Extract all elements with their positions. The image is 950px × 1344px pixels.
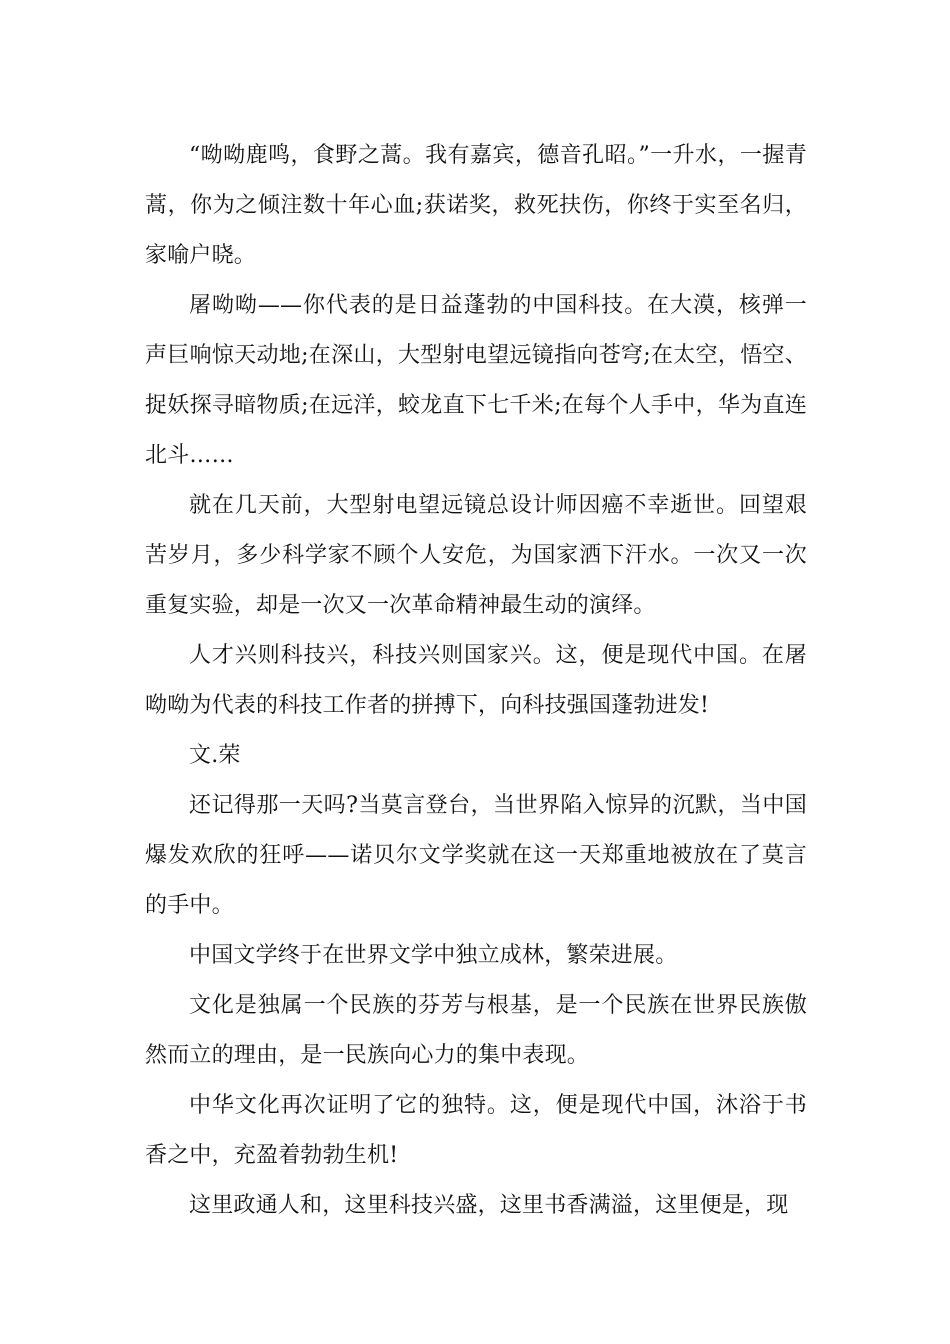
paragraph-7: 文化是独属一个民族的芬芳与根基，是一个民族在世界民族傲然而立的理由，是一民族向心力的集中表现。 [145, 993, 807, 1068]
paragraph-6: 中国文学终于在世界文学中独立成林，繁荣进展。 [189, 943, 678, 968]
paragraph-1: “呦呦鹿鸣，食野之蒿。我有嘉宾，德音孔昭。”一升水，一握青蒿，你为之倾注数十年心血;获诺奖，救死扶伤，你终于实至名归，家喻户晓。 [145, 143, 807, 268]
paragraph-4: 人才兴则科技兴，科技兴则国家兴。这，便是现代中国。在屠呦呦为代表的科技工作者的拼搏下，向科技强国蓬勃进发! [145, 643, 807, 718]
paragraph-3: 就在几天前，大型射电望远镜总设计师因癌不幸逝世。回望艰苦岁月，多少科学家不顾个人安危，为国家洒下汗水。一次又一次重复实验，却是一次又一次革命精神最生动的演绎。 [145, 493, 807, 618]
paragraph-2: 屠呦呦——你代表的是日益蓬勃的中国科技。在大漠，核弹一声巨响惊天动地;在深山，大型射电望远镜指向苍穹;在太空，悟空、捉妖探寻暗物质;在远洋，蛟龙直下七千米;在每个人手中，华为直连北斗…… [145, 293, 807, 468]
paragraph-9: 这里政通人和，这里科技兴盛，这里书香满溢，这里便是，现 [189, 1193, 789, 1218]
document-body [145, 131, 807, 1231]
section-heading-wen-rong: 文.荣 [189, 743, 241, 768]
paragraph-8: 中华文化再次证明了它的独特。这，便是现代中国，沐浴于书香之中，充盈着勃勃生机! [145, 1093, 807, 1168]
paragraph-5: 还记得那一天吗?当莫言登台，当世界陷入惊异的沉默，当中国爆发欢欣的狂呼——诺贝尔文学奖就在这一天郑重地被放在了莫言的手中。 [145, 793, 807, 918]
